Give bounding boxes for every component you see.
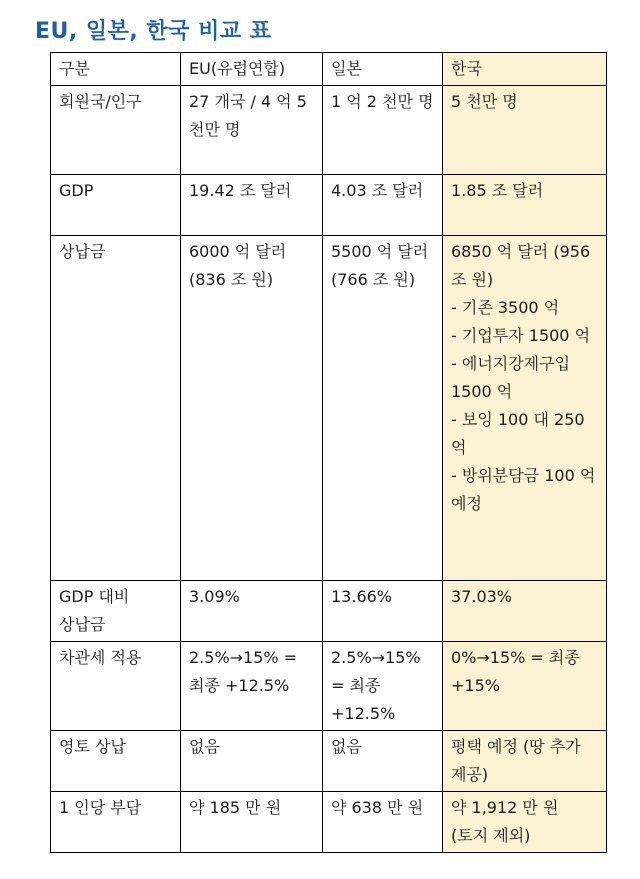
cell-eu-land: 없음 (181, 731, 323, 792)
cell-korea-tribute (443, 236, 607, 581)
cell-japan-land: 없음 (323, 731, 443, 792)
cell-korea-gdp: 1.85 조 달러 (443, 175, 607, 236)
table-row (51, 792, 607, 853)
page-title: EU, 일본, 한국 비교 표 (35, 19, 272, 44)
cell-korea-land: 평택 예정 (땅 추가 제공) (443, 731, 607, 792)
table-row (51, 175, 607, 236)
korea-tribute-item: - 기존 3500 억 (451, 298, 560, 317)
row-label-members: 회원국/인구 (51, 86, 181, 175)
comparison-table (50, 52, 607, 853)
header-eu: EU(유럽연합) (181, 53, 323, 86)
cell-japan-members: 1 억 2 천만 명 (323, 86, 443, 175)
korea-tribute-item: - 기업투자 1500 억 (451, 326, 591, 345)
cell-eu-members: 27 개국 / 4 억 5 천만 명 (181, 86, 323, 175)
cell-eu-burden: 약 185 만 원 (181, 792, 323, 853)
header-korea: 한국 (443, 53, 607, 86)
table-row (51, 581, 607, 642)
cell-japan-tariff: 2.5%→15% = 최종 +12.5% (323, 642, 443, 731)
cell-japan-gdp: 4.03 조 달러 (323, 175, 443, 236)
row-label-tribute: 상납금 (51, 236, 181, 581)
cell-japan-tribute: 5500 억 달러 (766 조 원) (323, 236, 443, 581)
cell-korea-tariff: 0%→15% = 최종 +15% (443, 642, 607, 731)
korea-tribute-item: - 보잉 100 대 250 억 (451, 410, 585, 457)
table-row (51, 86, 607, 175)
cell-eu-ratio: 3.09% (181, 581, 323, 642)
cell-eu-tribute: 6000 억 달러 (836 조 원) (181, 236, 323, 581)
korea-tribute-item: - 에너지강제구입 1500 억 (451, 354, 571, 401)
row-label-land: 영토 상납 (51, 731, 181, 792)
header-category: 구분 (51, 53, 181, 86)
korea-tribute-total: 6850 억 달러 (956 조 원) (451, 242, 591, 289)
row-label-tariff: 차관세 적용 (51, 642, 181, 731)
row-label-gdp: GDP (51, 175, 181, 236)
table-row (51, 642, 607, 731)
table-header-row (51, 53, 607, 86)
table-row (51, 236, 607, 581)
table-row (51, 731, 607, 792)
header-japan: 일본 (323, 53, 443, 86)
cell-eu-gdp: 19.42 조 달러 (181, 175, 323, 236)
cell-japan-burden: 약 638 만 원 (323, 792, 443, 853)
korea-tribute-item: - 방위분담금 100 억 예정 (451, 466, 596, 513)
cell-korea-burden: 약 1,912 만 원 (토지 제외) (443, 792, 607, 853)
cell-japan-ratio: 13.66% (323, 581, 443, 642)
cell-eu-tariff: 2.5%→15% = 최종 +12.5% (181, 642, 323, 731)
cell-korea-members: 5 천만 명 (443, 86, 607, 175)
cell-korea-ratio: 37.03% (443, 581, 607, 642)
row-label-burden: 1 인당 부담 (51, 792, 181, 853)
row-label-ratio: GDP 대비 상납금 (51, 581, 181, 642)
